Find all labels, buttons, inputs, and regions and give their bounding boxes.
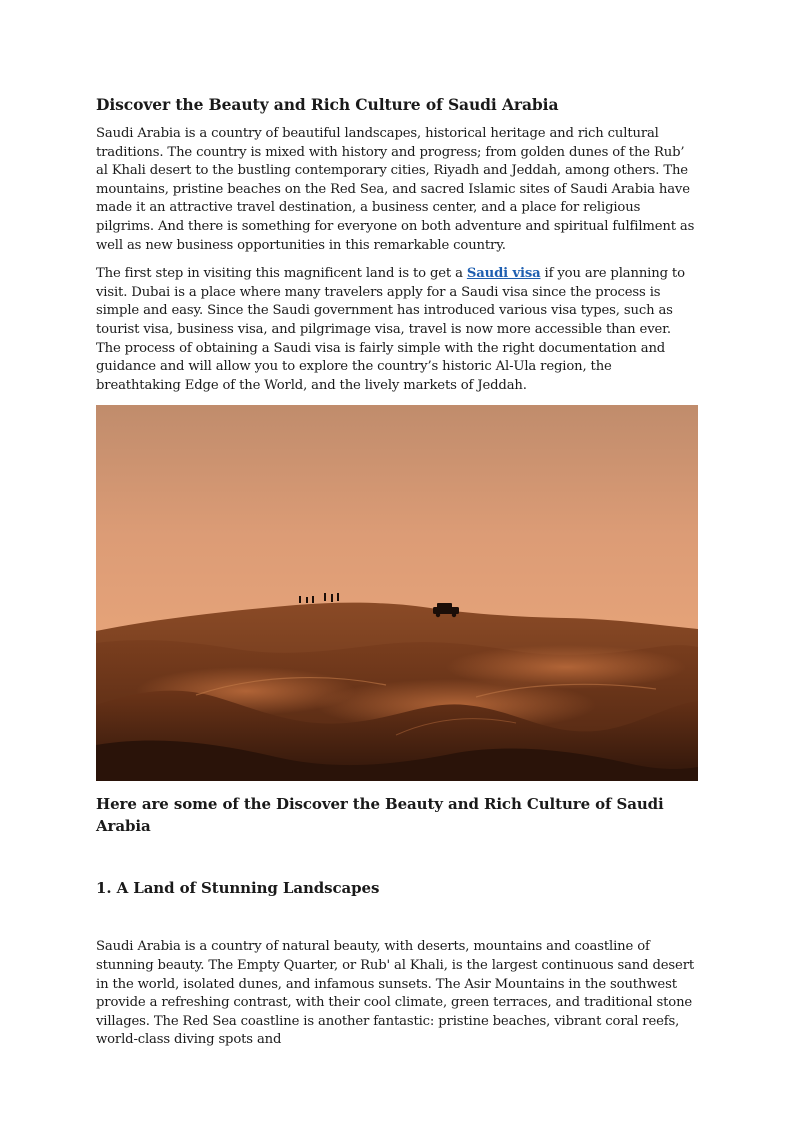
desert-dunes-photo xyxy=(96,405,698,781)
saudi-visa-link[interactable]: Saudi visa xyxy=(466,266,541,282)
section-1-paragraph: Saudi Arabia is a country of natural beauty, with deserts, mountains and coastline of stunning beauty. The Empty Quarter, or Rub' al Khali, is the largest continuous sand desert in the world, isolated dunes, and infamous sunsets. The Asir Mountains in the southwest provide a refreshing contrast, with their cool climate, green terraces, and traditional stone villages. The Red Sea coastline is another fantastic: pristine beaches, vibrant coral reefs, world-class diving spots and xyxy=(96,939,695,1048)
section-1-heading: 1. A Land of Stunning Landscapes xyxy=(96,879,380,898)
document-page xyxy=(96,94,698,1060)
visa-paragraph-text-before: The first step in visiting this magnificent land is to get a xyxy=(96,266,467,282)
visa-paragraph xyxy=(96,265,698,395)
article-title: Discover the Beauty and Rich Culture of Saudi Arabia xyxy=(96,95,559,114)
visa-paragraph-text-after: if you are planning to visit. Dubai is a place where many travelers apply for a Saudi visa since the process is simple and easy. Since the Saudi government has introduced various visa types, such as tourist visa, business visa, and pilgrimage visa, travel is now more accessible than ever. The process of obtaining a Saudi visa is fairly simple with the right documentation and guidance and will allow you to explore the country’s historic Al-Ula region, the breathtaking Edge of the World, and the lively markets of Jeddah. xyxy=(96,266,685,393)
intro-paragraph: Saudi Arabia is a country of beautiful landscapes, historical heritage and rich cultural traditions. The country is mixed with history and progress; from golden dunes of the Rub’ al Khali desert to the bustling contemporary cities, Riyadh and Jeddah, among others. The mountains, pristine beaches on the Red Sea, and sacred Islamic sites of Saudi Arabia have made it an attractive travel destination, a business center, and a place for religious pilgrims. And there is something for everyone on both adventure and spiritual fulfilment as well as new business opportunities in this remarkable country. xyxy=(96,126,695,253)
list-intro-heading: Here are some of the Discover the Beauty and Rich Culture of Saudi Arabia xyxy=(96,795,664,836)
